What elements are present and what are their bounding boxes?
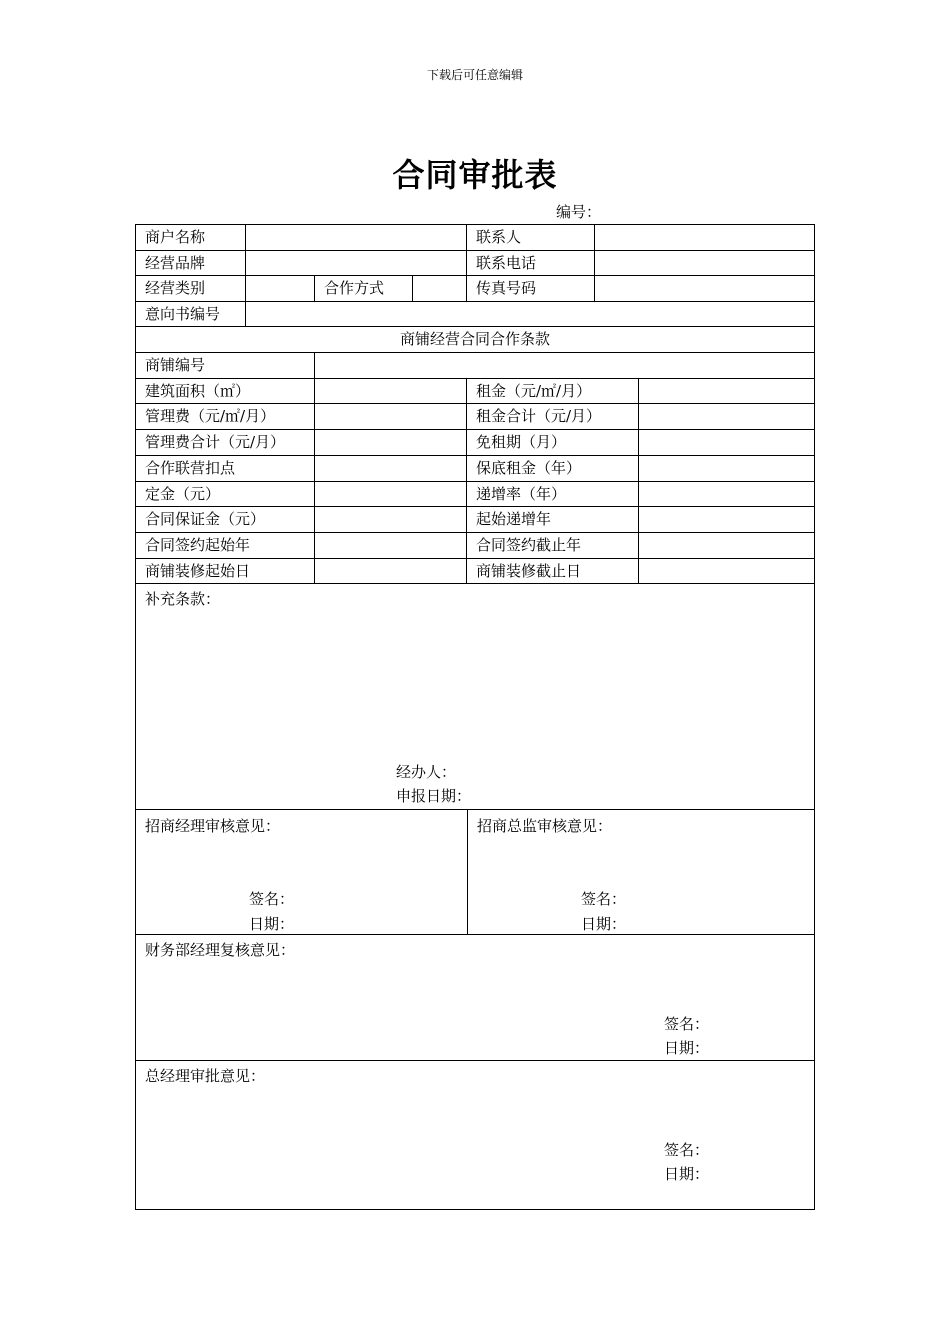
fax-label: 传真号码	[466, 276, 594, 301]
form-row	[136, 225, 814, 251]
phone-label: 联系电话	[466, 251, 594, 275]
term-field[interactable]	[314, 482, 466, 506]
brand-field[interactable]	[245, 251, 466, 275]
brand-label: 经营品牌	[145, 254, 206, 272]
form-row	[136, 276, 814, 302]
form-row	[136, 482, 814, 507]
form-row	[136, 379, 814, 404]
gm-approval-section[interactable]	[136, 1061, 814, 1209]
manager-date-label: 日期：	[249, 915, 295, 933]
term-label: 管理费（元/㎡/月）	[145, 407, 276, 425]
director-review-label: 招商总监审核意见：	[477, 817, 613, 835]
term-field[interactable]	[638, 379, 816, 403]
term-field[interactable]	[638, 456, 816, 481]
contact-label: 联系人	[466, 225, 594, 250]
form-row	[136, 353, 814, 379]
term-label: 保底租金（年）	[466, 456, 638, 481]
term-label: 租金（元/㎡/月）	[466, 379, 638, 403]
term-label: 免租期（月）	[466, 430, 638, 455]
shop-no-label: 商铺编号	[145, 356, 206, 374]
category-label: 经营类别	[145, 279, 206, 297]
gm-date-label: 日期：	[664, 1165, 710, 1183]
intent-no-label: 意向书编号	[145, 305, 221, 323]
intent-no-field[interactable]	[245, 302, 816, 326]
finance-review-label: 财务部经理复核意见：	[145, 941, 296, 959]
review-section	[136, 810, 814, 935]
form-row	[136, 507, 814, 533]
term-label: 合同签约截止年	[466, 533, 638, 558]
approval-form	[135, 224, 815, 1210]
term-label: 定金（元）	[145, 485, 221, 503]
coop-mode-label: 合作方式	[314, 276, 412, 301]
term-label: 合作联营扣点	[145, 459, 236, 477]
form-row	[136, 302, 814, 327]
page-title: 合同审批表	[392, 156, 558, 194]
serial-number-label: 编号：	[556, 203, 602, 221]
term-field[interactable]	[314, 404, 466, 429]
handler-label: 经办人：	[396, 763, 457, 781]
finance-sign-label: 签名：	[664, 1015, 710, 1033]
term-label: 起始递增年	[466, 507, 638, 532]
term-field[interactable]	[314, 430, 466, 455]
terms-heading: 商铺经营合同合作条款	[399, 330, 550, 348]
supplement-label: 补充条款：	[145, 590, 221, 608]
merchant-name-label: 商户名称	[145, 228, 206, 246]
merchant-name-field[interactable]	[245, 225, 466, 250]
term-field[interactable]	[314, 379, 466, 403]
form-row	[136, 559, 814, 584]
term-label: 合同签约起始年	[145, 536, 251, 554]
manager-sign-label: 签名：	[249, 890, 295, 908]
term-field[interactable]	[638, 507, 816, 532]
finance-date-label: 日期：	[664, 1039, 710, 1057]
term-field[interactable]	[638, 430, 816, 455]
term-field[interactable]	[638, 559, 816, 583]
term-label: 商铺装修起始日	[145, 562, 251, 580]
fax-field[interactable]	[594, 276, 816, 301]
term-field[interactable]	[314, 456, 466, 481]
supplement-section[interactable]	[136, 584, 814, 810]
director-date-label: 日期：	[581, 915, 627, 933]
manager-review-box[interactable]	[136, 810, 467, 934]
coop-mode-field[interactable]	[412, 276, 466, 301]
gm-sign-label: 签名：	[664, 1141, 710, 1159]
term-label: 管理费合计（元/月）	[145, 433, 286, 451]
term-label: 递增率（年）	[466, 482, 638, 506]
term-label: 建筑面积（㎡）	[145, 382, 251, 400]
term-label: 租金合计（元/月）	[466, 404, 638, 429]
form-row	[136, 456, 814, 482]
term-field[interactable]	[314, 559, 466, 583]
term-label: 商铺装修截止日	[466, 559, 638, 583]
term-field[interactable]	[314, 533, 466, 558]
term-label: 合同保证金（元）	[145, 510, 266, 528]
form-row	[136, 533, 814, 559]
term-field[interactable]	[314, 507, 466, 532]
director-sign-label: 签名：	[581, 890, 627, 908]
form-row	[136, 430, 814, 456]
term-field[interactable]	[638, 404, 816, 429]
shop-no-field[interactable]	[314, 353, 816, 378]
term-field[interactable]	[638, 533, 816, 558]
manager-review-label: 招商经理审核意见：	[145, 817, 281, 835]
finance-review-section[interactable]	[136, 935, 814, 1061]
header-note: 下载后可任意编辑	[426, 68, 523, 82]
phone-field[interactable]	[594, 251, 816, 275]
contact-field[interactable]	[594, 225, 816, 250]
form-row	[136, 251, 814, 276]
report-date-label: 申报日期：	[396, 787, 472, 805]
category-field[interactable]	[245, 276, 314, 301]
form-row	[136, 404, 814, 430]
director-review-box[interactable]	[467, 810, 816, 934]
term-field[interactable]	[638, 482, 816, 506]
gm-approval-label: 总经理审批意见：	[145, 1067, 266, 1085]
form-row	[136, 327, 814, 353]
